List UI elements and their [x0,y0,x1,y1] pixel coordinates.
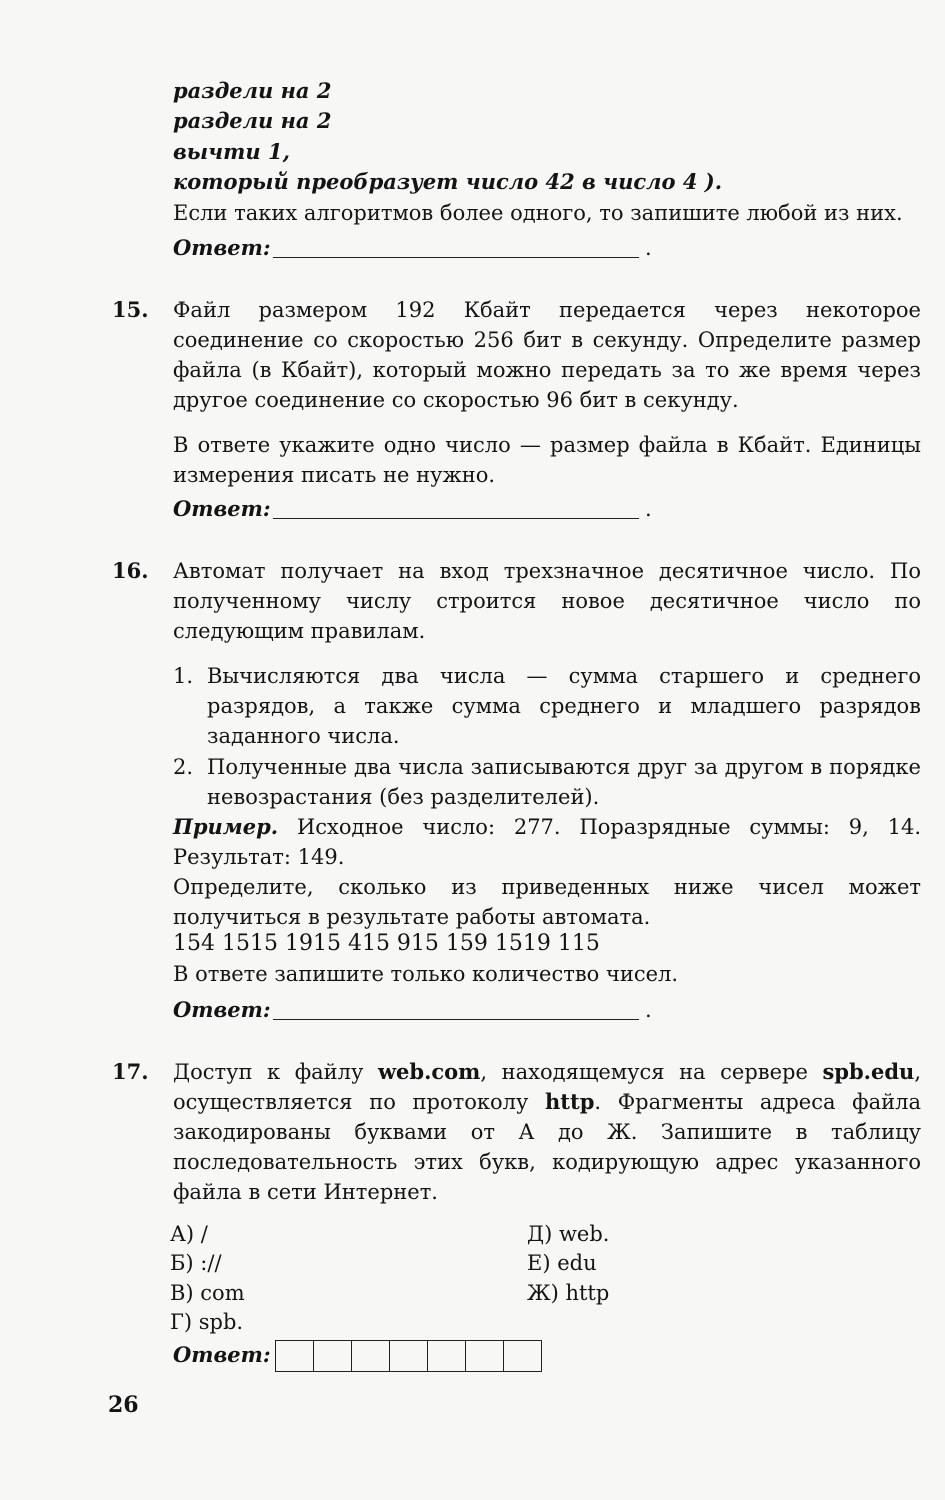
question-15-text: Файл размером 192 Кбайт передается через некоторое соединение со скоростью 256 бит в секунду. Определите размер файла (в Кбайт), который можно передать за то же время через другое соединение со скоростью 96 бит в секунду. [173,298,921,412]
question-16-number: 16. [112,558,149,583]
option-d: Д) web. [527,1222,610,1246]
algorithm-line-1: раздели на 2 [173,78,332,103]
answer-cell[interactable] [390,1341,428,1371]
answer-cell[interactable] [466,1341,504,1371]
answer-cell[interactable] [352,1341,390,1371]
option-e: Е) edu [527,1251,597,1275]
answer-cell[interactable] [428,1341,466,1371]
algorithm-line-2: раздели на 2 [173,108,332,133]
answer-14 [173,233,652,263]
rule-1 [173,661,921,751]
q17-text-c: , осуществляется по протоколу [173,1060,921,1114]
answer-dot: . [645,497,652,521]
rule-2-number: 2. [173,755,194,779]
answer-cell[interactable] [314,1341,352,1371]
q17-text-a: Доступ к файлу [173,1060,378,1084]
answer-label: Ответ: [173,235,271,260]
q17-text-d: . Фрагменты адреса файла закодированы буквами от А до Ж. Запишите в таблицу последовательность этих букв, кодирующую адрес указанного файла в сети Интернет. [173,1090,921,1204]
answer-line [273,1019,639,1020]
answer-cell[interactable] [276,1341,314,1371]
answer-line [273,257,639,258]
option-b: Б) :// [170,1251,222,1275]
question-16-text: Автомат получает на вход трехзначное десятичное число. По полученному числу строится новое десятичное число по следующим правилам. [173,559,921,643]
option-v: В) com [170,1281,245,1305]
question-15-number: 15. [112,297,149,322]
option-a: А) / [170,1222,208,1246]
rule-2-text: Полученные два числа записываются друг за другом в порядке невозрастания (без разделителей). [207,755,921,809]
example [173,812,921,872]
answer-17-label [173,1340,271,1370]
answer-label: Ответ: [173,997,271,1022]
example-text: Исходное число: 277. Поразрядные суммы: 9, 14. Результат: 149. [173,815,921,869]
question-17-number: 17. [112,1059,149,1084]
answer-dot: . [645,998,652,1022]
algorithm-line-3: вычти 1, [173,139,290,164]
example-label: Пример. [173,814,279,839]
question-16-question: Определите, сколько из приведенных ниже чисел может получиться в результате работы автомата. [173,875,921,929]
option-g: Г) spb. [170,1310,244,1334]
rule-1-number: 1. [173,664,194,688]
q17-file: web.com [377,1059,481,1084]
rule-2 [173,752,921,812]
answer-label: Ответ: [173,1342,271,1367]
answer-cell[interactable] [504,1341,541,1371]
algorithm-note: Если таких алгоритмов более одного, то запишите любой из них. [173,201,903,225]
question-15-instruction: В ответе укажите одно число — размер файла в Кбайт. Единицы измерения писать не нужно. [173,433,921,487]
candidate-numbers: 154 1515 1915 415 915 159 1519 115 [173,931,600,956]
q17-server: spb.edu [822,1059,915,1084]
answer-dot: . [645,236,652,260]
rule-1-text: Вычисляются два числа — сумма старшего и среднего разрядов, а также сумма среднего и младшего разрядов заданного числа. [207,664,921,748]
algorithm-line-4: который преобразует число 42 в число 4 ). [173,169,723,194]
q17-protocol: http [545,1089,595,1114]
answer-line [273,518,639,519]
option-zh: Ж) http [527,1281,610,1305]
answer-label: Ответ: [173,496,271,521]
page-number: 26 [108,1392,139,1418]
answer-16 [173,995,652,1025]
question-16-instruction: В ответе запишите только количество чисел. [173,962,679,986]
answer-grid[interactable] [275,1340,542,1372]
question-17-text [173,1057,921,1207]
answer-15 [173,494,652,524]
q17-text-b: , находящемуся на сервере [480,1060,823,1084]
